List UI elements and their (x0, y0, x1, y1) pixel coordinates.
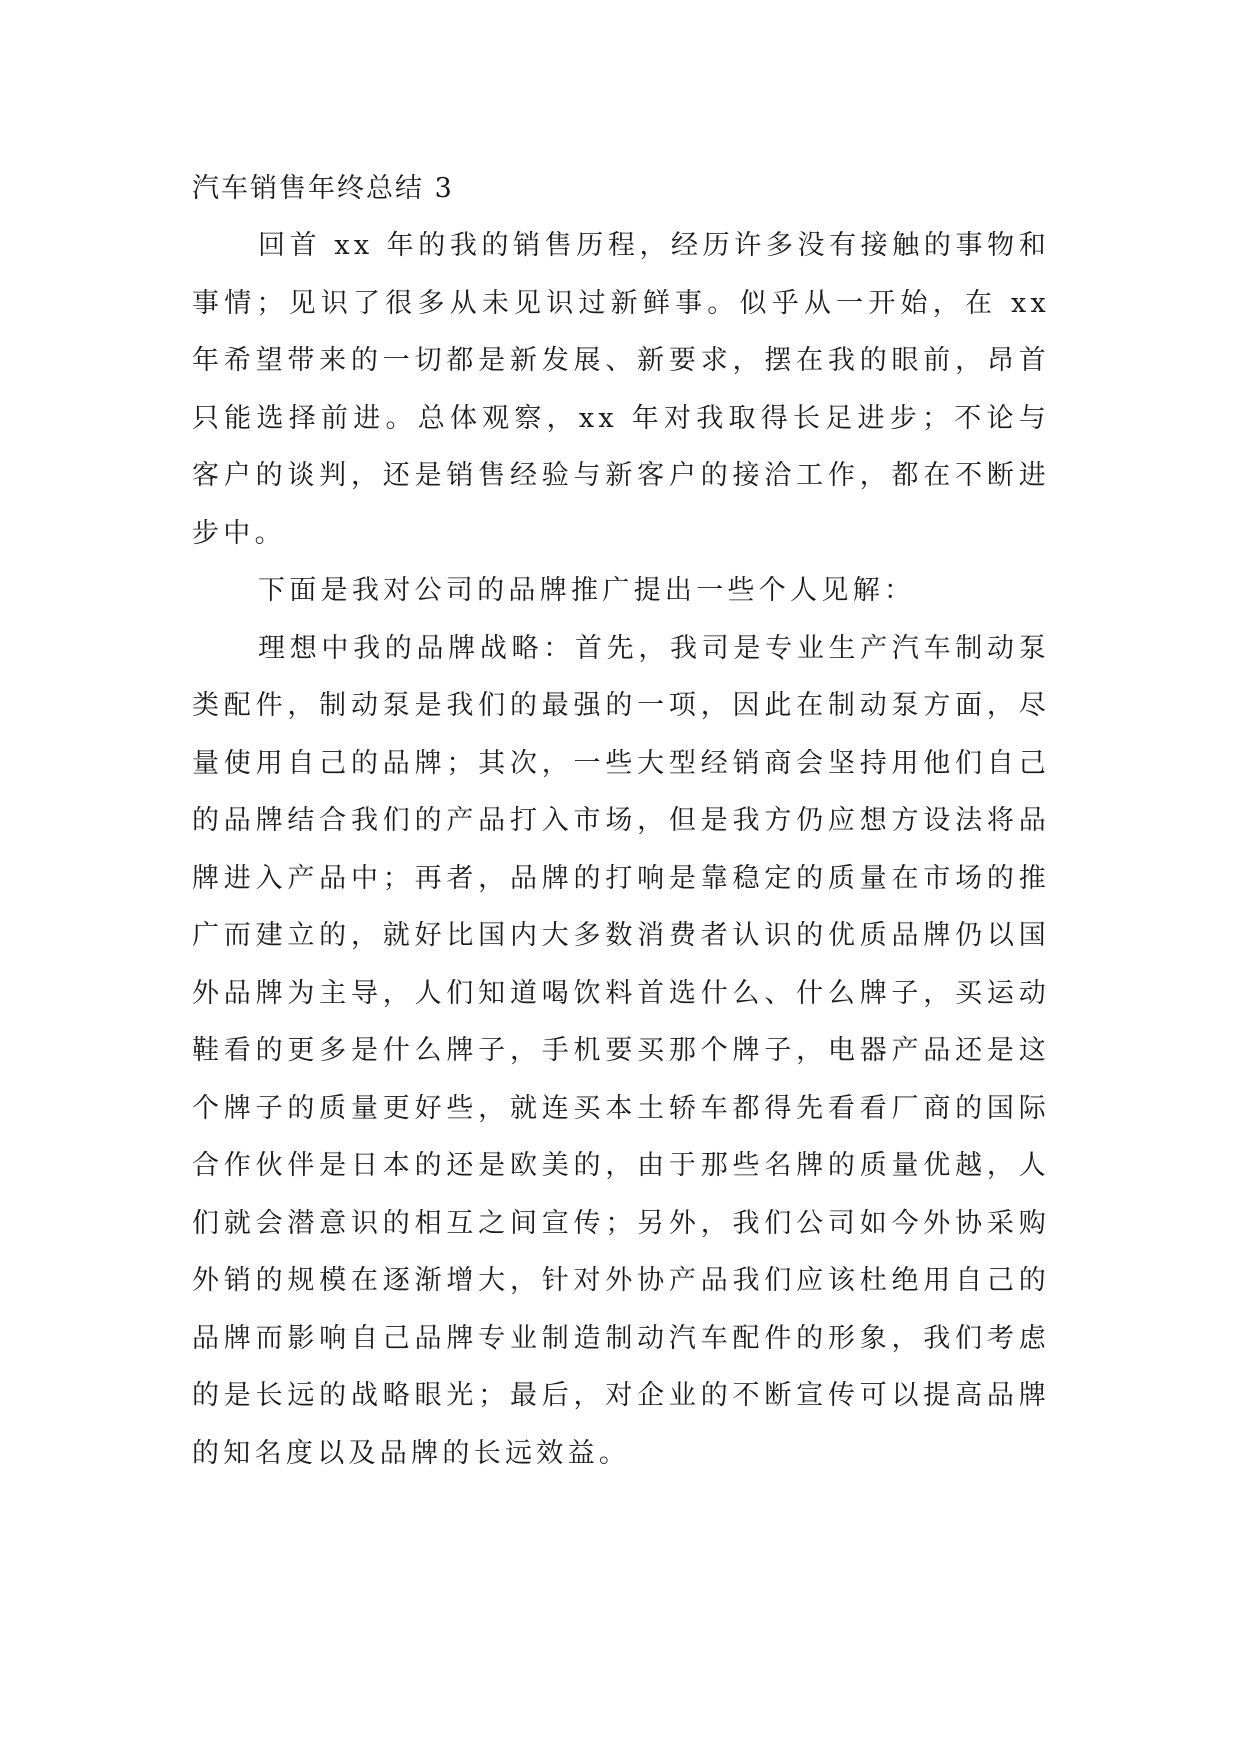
paragraph-brand-strategy: 理想中我的品牌战略：首先，我司是专业生产汽车制动泵类配件，制动泵是我们的最强的一项，因此在制动泵方面，尽量使用自己的品牌；其次，一些大型经销商会坚持用他们自己的品牌结合我们的产品打入市场，但是我方仍应想方设法将品牌进入产品中；再者，品牌的打响是靠稳定的质量在市场的推广而建立的，就好比国内大多数消费者认识的优质品牌仍以国外品牌为主导，人们知道喝饮料首选什么、什么牌子，买运动鞋看的更多是什么牌子，手机要买那个牌子，电器产品还是这个牌子的质量更好些，就连买本土轿车都得先看看厂商的国际合作伙伴是日本的还是欧美的，由于那些名牌的质量优越，人们就会潜意识的相互之间宣传；另外，我们公司如今外协采购外销的规模在逐渐增大，针对外协产品我们应该杜绝用自己的品牌而影响自己品牌专业制造制动汽车配件的形象，我们考虑的是长远的战略眼光；最后，对企业的不断宣传可以提高品牌的知名度以及品牌的长远效益。 (192, 632, 1050, 1469)
document-body (192, 160, 1050, 1482)
document-title: 汽车销售年终总结 3 (192, 173, 454, 204)
paragraph-review: 回首 xx 年的我的销售历程，经历许多没有接触的事物和事情；见识了很多从未见识过新鲜事。似乎从一开始，在 xx 年希望带来的一切都是新发展、新要求，摆在我的眼前，昂首只能选择前进。总体观察，xx 年对我取得长足进步；不论与客户的谈判，还是销售经验与新客户的接洽工作，都在不断进步中。 (192, 230, 1050, 549)
paragraph-intro-opinions: 下面是我对公司的品牌推广提出一些个人见解： (258, 575, 916, 606)
